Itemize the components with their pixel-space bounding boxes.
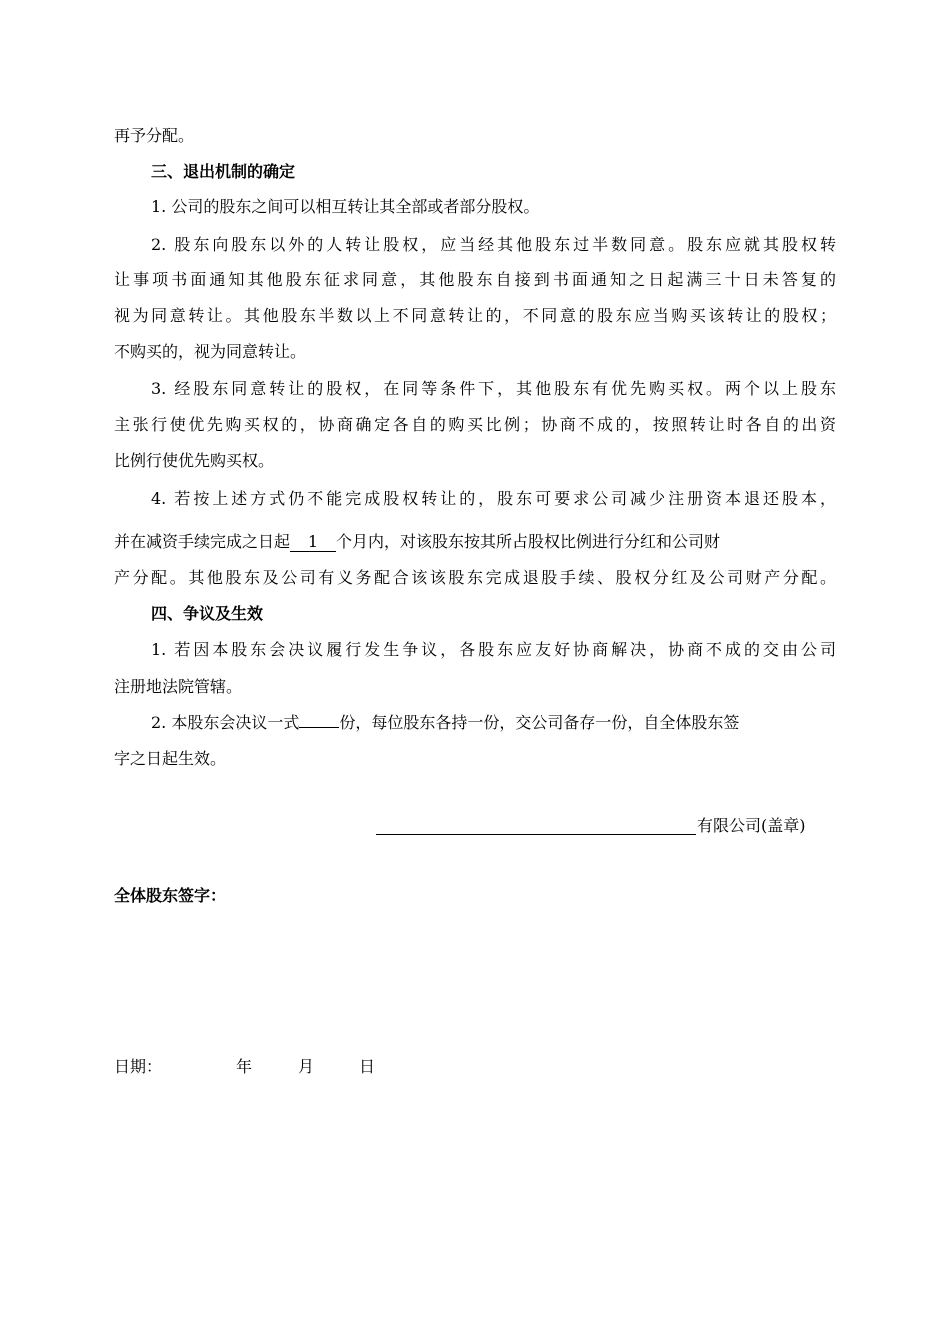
paragraph-continuation: 再予分配。 xyxy=(114,126,195,145)
section-3-item-2-line-2: 让事项书面通知其他股东征求同意，其他股东自接到书面通知之日起满三十日未答复的 xyxy=(114,270,836,289)
copies-fill-blank xyxy=(299,727,339,728)
section-3-item-3-line-1: 3. 经股东同意转让的股权，在同等条件下，其他股东有优先购买权。两个以上股东 xyxy=(151,379,836,398)
company-name-blank-line xyxy=(376,834,696,835)
section-3-item-2-line-1: 2. 股东向股东以外的人转让股权，应当经其他股东过半数同意。股东应就其股权转 xyxy=(151,235,836,254)
section-3-item-1: 1. 公司的股东之间可以相互转让其全部或者部分股权。 xyxy=(151,197,540,216)
item-4-line-2-prefix: 并在减资手续完成之日起 xyxy=(114,532,291,551)
section-4-item-1-line-2: 注册地法院管辖。 xyxy=(114,677,243,696)
section-3-item-2-line-4: 不购买的，视为同意转让。 xyxy=(114,342,307,361)
date-label: 日期： xyxy=(114,1057,163,1076)
date-month: 月 xyxy=(298,1057,315,1076)
section-3-item-3-line-2: 主张行使优先购买权的，协商确定各自的购买比例；协商不成的，按照转让时各自的出资 xyxy=(114,415,836,434)
item-2-line-1-suffix: 份，每位股东各持一份，交公司备存一份，自全体股东签 xyxy=(339,713,740,732)
shareholders-signature-label: 全体股东签字： xyxy=(114,886,227,905)
section-4-item-2-line-1 xyxy=(151,713,836,733)
section-3-heading: 三、退出机制的确定 xyxy=(151,162,296,181)
item-2-line-1-prefix: 2. 本股东会决议一式 xyxy=(151,713,300,732)
months-fill-blank: 1 xyxy=(290,533,336,552)
item-4-line-2-suffix: 个月内，对该股东按其所占股权比例进行分红和公司财 xyxy=(336,532,721,551)
date-year: 年 xyxy=(236,1057,253,1076)
section-3-item-4-line-3: 产分配。其他股东及公司有义务配合该该股东完成退股手续、股权分红及公司财产分配。 xyxy=(114,568,836,587)
section-3-item-2-line-3: 视为同意转让。其他股东半数以上不同意转让的，不同意的股东应当购买该转让的股权； xyxy=(114,306,836,325)
section-4-item-2-line-2: 字之日起生效。 xyxy=(114,749,227,768)
section-4-item-1-line-1: 1. 若因本股东会决议履行发生争议，各股东应友好协商解决，协商不成的交由公司 xyxy=(151,640,836,659)
company-seal-label: 有限公司(盖章) xyxy=(697,816,806,835)
section-3-item-4-line-1: 4. 若按上述方式仍不能完成股权转让的，股东可要求公司减少注册资本退还股本， xyxy=(151,489,836,508)
section-4-heading: 四、争议及生效 xyxy=(151,604,264,623)
section-3-item-4-line-2 xyxy=(114,532,836,552)
section-3-item-3-line-3: 比例行使优先购买权。 xyxy=(114,451,275,470)
date-day: 日 xyxy=(359,1057,376,1076)
